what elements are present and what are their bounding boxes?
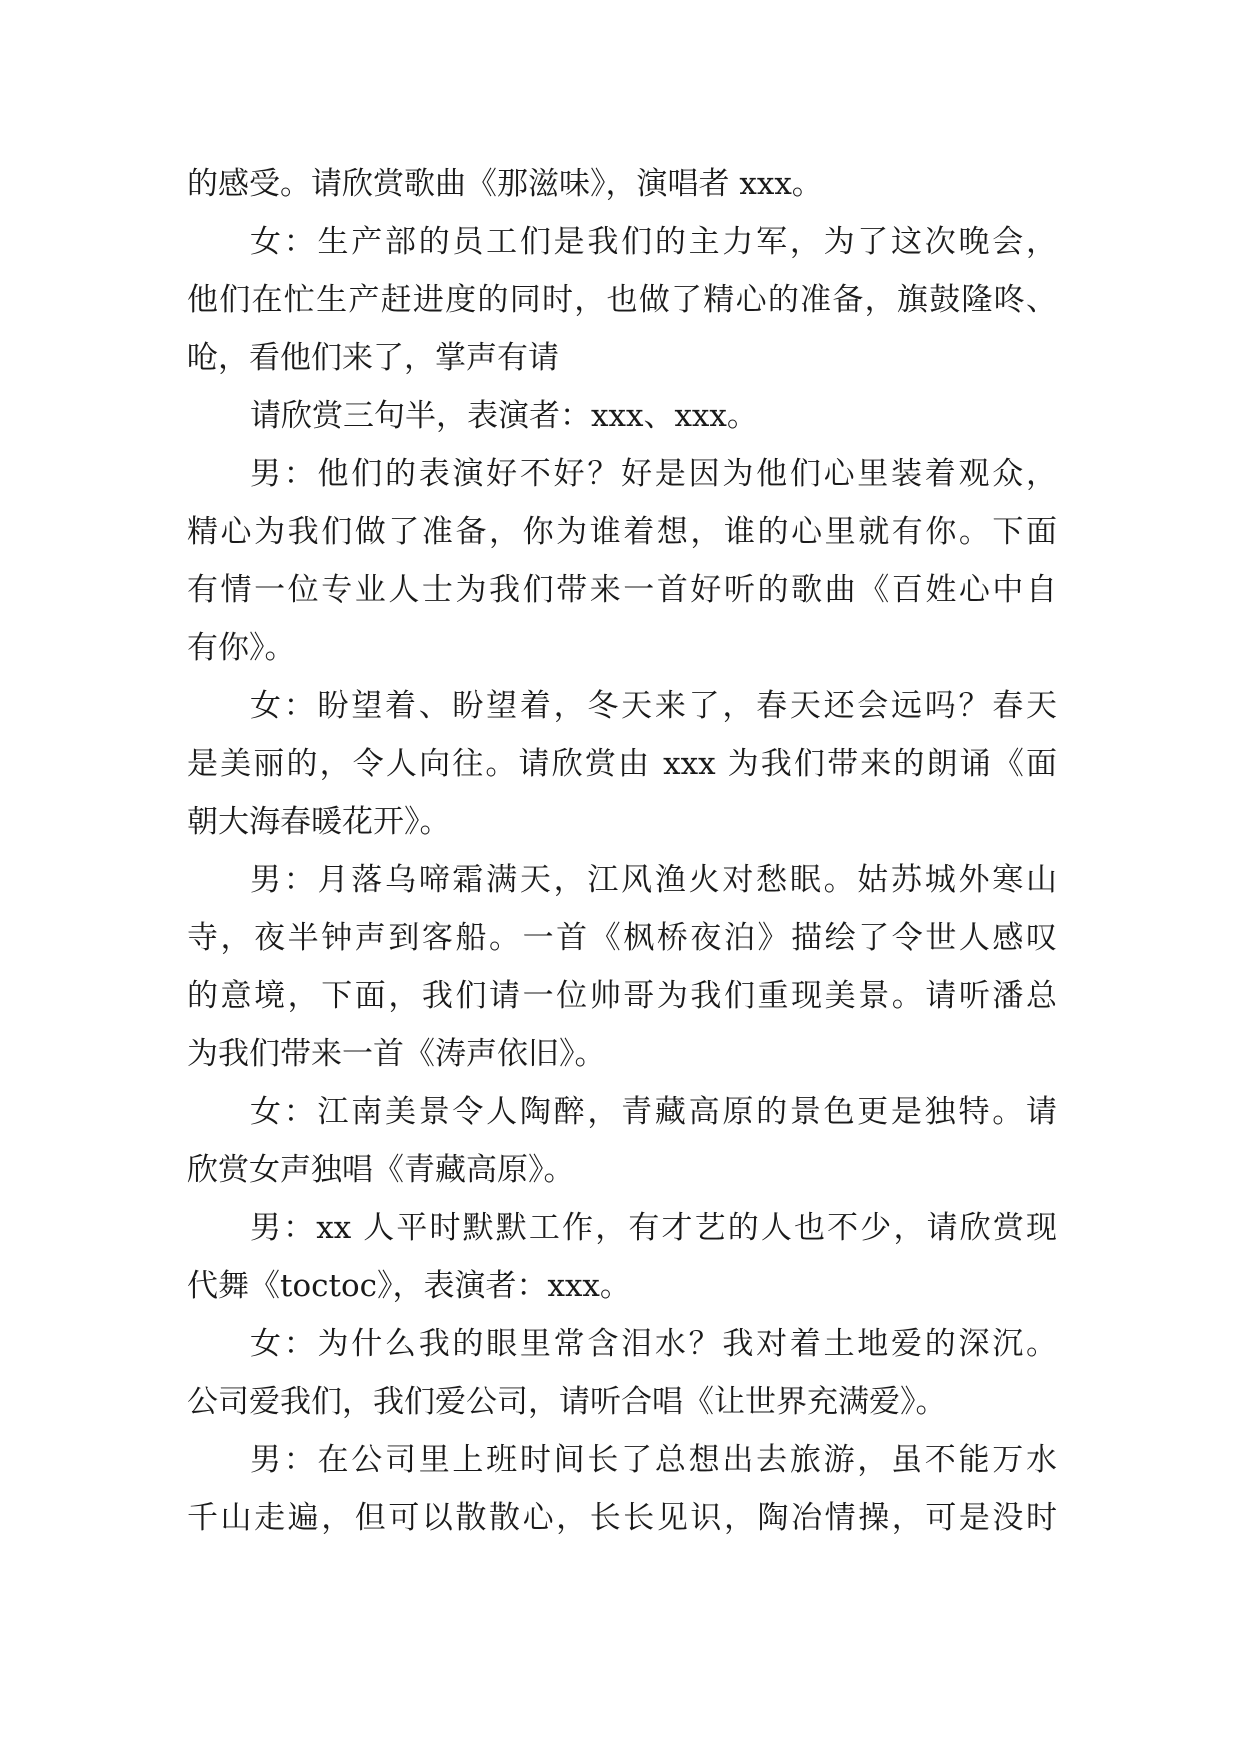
- text-line: 为我们带来一首《涛声依旧》。: [187, 1036, 606, 1072]
- text-line: 是美丽的，令人向往。请欣赏由 xxx 为我们带来的朗诵《面: [187, 746, 1057, 782]
- text-line: 女：江南美景令人陶醉，青藏高原的景色更是独特。请: [250, 1094, 1057, 1130]
- text-line: 的感受。请欣赏歌曲《那滋味》，演唱者 xxx。: [187, 166, 823, 202]
- text-line: 精心为我们做了准备，你为谁着想，谁的心里就有你。下面: [187, 514, 1057, 550]
- text-line: 男：xx 人平时默默工作，有才艺的人也不少，请欣赏现: [250, 1210, 1057, 1246]
- text-line: 女：盼望着、盼望着，冬天来了，春天还会远吗？春天: [250, 688, 1057, 724]
- text-line: 女：生产部的员工们是我们的主力军，为了这次晚会，: [250, 224, 1057, 260]
- text-line: 公司爱我们，我们爱公司，请听合唱《让世界充满爱》。: [187, 1384, 947, 1420]
- text-line: 呛，看他们来了，掌声有请: [187, 340, 559, 376]
- text-line: 的意境，下面，我们请一位帅哥为我们重现美景。请听潘总: [187, 978, 1057, 1014]
- text-line: 女：为什么我的眼里常含泪水？我对着土地爱的深沉。: [250, 1326, 1057, 1362]
- text-line: 男：他们的表演好不好？好是因为他们心里装着观众，: [250, 456, 1057, 492]
- text-line: 有情一位专业人士为我们带来一首好听的歌曲《百姓心中自: [187, 572, 1057, 608]
- text-line: 男：月落乌啼霜满天，江风渔火对愁眠。姑苏城外寒山: [250, 862, 1057, 898]
- text-line: 寺，夜半钟声到客船。一首《枫桥夜泊》描绘了令世人感叹: [187, 920, 1057, 956]
- text-line: 他们在忙生产赶进度的同时，也做了精心的准备，旗鼓隆咚、: [187, 282, 1057, 318]
- text-line: 男：在公司里上班时间长了总想出去旅游，虽不能万水: [250, 1442, 1057, 1478]
- text-line: 请欣赏三句半，表演者：xxx、xxx。: [250, 398, 758, 434]
- text-line: 欣赏女声独唱《青藏高原》。: [187, 1152, 575, 1188]
- text-line: 朝大海春暖花开》。: [187, 804, 451, 840]
- document-body: [187, 155, 1057, 1547]
- text-line: 千山走遍，但可以散散心，长长见识，陶冶情操，可是没时: [187, 1500, 1057, 1536]
- text-line: 有你》。: [187, 630, 296, 666]
- text-line: 代舞《toctoc》，表演者：xxx。: [187, 1268, 631, 1304]
